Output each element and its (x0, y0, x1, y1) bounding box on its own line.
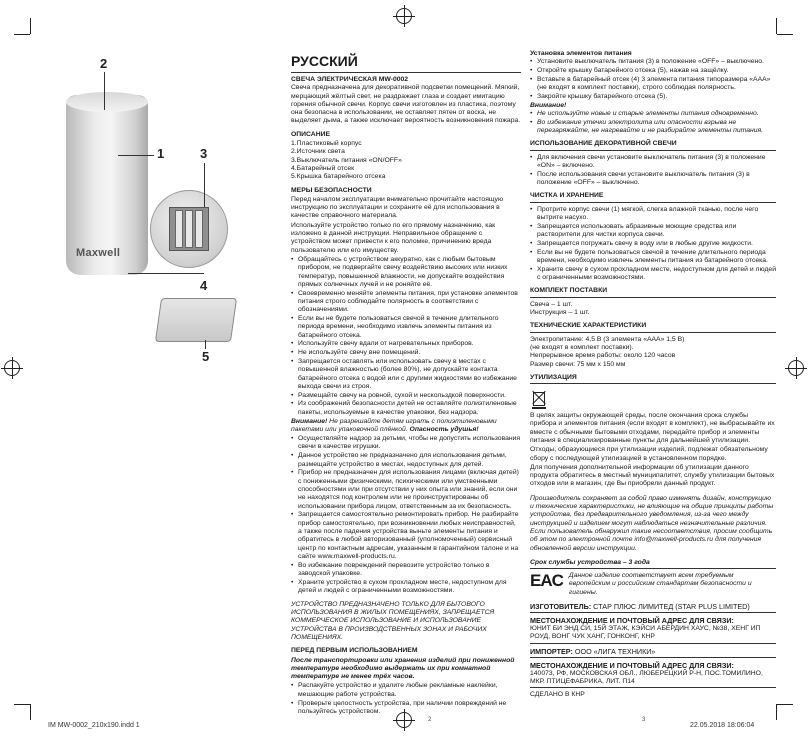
list-item: • Запрещается оставлять или использовать свечу в местах с повышенной влажностью (более 80%), не допускайте контакта батарейного отсека с водой или с другими жидкостями во избежание выхода свечи из строя. (291, 358, 521, 391)
callout-leader (128, 273, 204, 274)
list-item: • Запрещается погружать свечу в воду или в любые другие жидкости. (530, 240, 776, 248)
parts-list (291, 140, 521, 181)
first-use-note: После транспортировки или хранения изделий при пониженной температуре необходимо выдержать их при комнатной температуре не менее трёх часов. (291, 656, 515, 681)
list-item: • Во избежание утечки электролита или опасности взрыва не перезаряжайте, не нагревайте и не разбирайте элементы питания. (530, 119, 776, 136)
list-item: • После использования свечи установите выключатель питания (3) в положение «OFF» – выключено. (530, 171, 776, 188)
callout-4: 4 (200, 278, 208, 293)
battery-list (530, 58, 776, 101)
callout-3: 3 (200, 146, 208, 161)
spec-item: Непрерывное время работы: около 120 часов (530, 352, 676, 360)
callout-leader (204, 163, 205, 207)
callout-2: 2 (100, 56, 108, 71)
warning-danger: Опасность удушья! (409, 425, 479, 433)
use-list (530, 154, 776, 188)
list-item: • Своевременно меняйте элементы питания, при установке элементов питания строго соблюдайте полярность в соответствии с обозначениями. (291, 290, 521, 315)
list-item: • Протрите корпус свечи (1) мягкой, слегка влажной тканью, после чего вытрите насухо. (530, 206, 776, 223)
list-item: • Обращайтесь с устройством аккуратно, как с любым бытовым прибором, не подвергайте свечу воздействию высоких или низких температур, повышенной влажности, не допускайте воздействия прямых солнечных лучей и не роняйте её. (291, 256, 521, 289)
list-item: • Распакуйте устройство и удалите любые рекламные наклейки, мешающие работе устройства. (291, 682, 521, 699)
list-item: • Запрещается самостоятельно ремонтировать прибор. Не разбирайте прибор самостоятельно, при возникновении любых неисправностей, а также после падения устройства выньте элементы питания и обратитесь в любой авторизованный (уполномоченный) сервисный центр по контактным адресам, указанным в гарантийном талоне и на сайте www.maxwell-products.ru. (291, 511, 521, 561)
disposal-text: Отходы, образующиеся при утилизации изделий, подлежат обязательному сбору с последующей утилизацией в установленном порядке. (530, 446, 768, 462)
description-heading: ОПИСАНИЕ (291, 130, 331, 138)
brand-logo: Maxwell (76, 247, 121, 259)
parts-item: 1.Пластиковый корпус (291, 140, 362, 148)
crop-mark (777, 34, 793, 35)
list-item: • Установите выключатель питания (3) в положение «OFF» – выключено. (530, 58, 776, 66)
crop-mark (30, 704, 31, 720)
importer-label: ИМПОРТЕР: (530, 646, 573, 656)
list-item: • Проверьте целостность устройства, при наличии повреждений не пользуйтесь устройством. (291, 700, 521, 717)
crop-mark (776, 704, 777, 720)
spec-item: Электропитание: 4,5 В (3 элемента «AAA» 1,5 В) (530, 335, 685, 343)
importer-line (530, 647, 776, 656)
callout-5: 5 (202, 349, 210, 364)
print-timestamp: 22.05.2018 18:06:04 (690, 722, 755, 729)
warning-label: Внимание! (291, 417, 328, 425)
importer-value: ООО «ЛИГА ТЕХНИКИ» (572, 646, 656, 656)
kit-heading: КОМПЛЕКТ ПОСТАВКИ (530, 287, 608, 295)
divider (530, 657, 776, 658)
battery-cell-illustration (195, 210, 203, 248)
parts-item: 3.Выключатель питания «ON/OFF» (291, 156, 402, 164)
safety-list-2 (291, 435, 521, 595)
battery-cell-illustration (175, 210, 183, 248)
safety-heading: МЕРЫ БЕЗОПАСНОСТИ (291, 186, 372, 194)
list-item: • Не используйте свечу вне помещений. (291, 349, 521, 357)
list-item: • Во избежание повреждений перевозите устройство только в заводской упаковке. (291, 562, 521, 579)
list-item: • Запрещается использовать абразивные моющие средства или растворители для чистки корпуса свечи. (530, 223, 776, 240)
list-item: • Осуществляйте надзор за детьми, чтобы не допустить использования свечи в качестве игрушки. (291, 435, 521, 452)
eac-mark: EAC (530, 571, 563, 591)
certification-row (530, 572, 776, 597)
list-item: • Если вы не будете пользоваться свечой в течение длительного периода времени, необходимо извлечь элементы питания из батарейного отсека. (530, 249, 776, 266)
parts-item: 4.Батарейный отсек (291, 164, 355, 172)
page-3-column (530, 50, 776, 700)
language-title: РУССКИЙ (291, 53, 358, 69)
eac-text: Данное изделие соответствует всем требуемым европейским и российским стандартам безопасности и гигиены. (568, 572, 752, 596)
registration-mark (4, 360, 20, 376)
manufacturer-value: СТАР ПЛЮС ЛИМИТЕД (STAR PLUS LIMITED) (591, 602, 750, 612)
battery-heading: Установка элементов питания (530, 50, 632, 57)
first-use-heading: ПЕРЕД ПЕРВЫМ ИСПОЛЬЗОВАНИЕМ (291, 647, 418, 655)
product-description: Свеча предназначена для декоративной подсветки помещений. Мягкий, мерцающий жёлтый свет, не раздражает глаза и создает имитацию горения обычной свечи. Корпус свечи изготовлен из пластика, поэтому она безопасна в использовании, не оставляет пятен от воска, не выделяет дыма, а также исключает вероятность возникновения пожара. (291, 84, 521, 125)
disposal-heading: УТИЛИЗАЦИЯ (530, 373, 577, 381)
callout-leader (205, 340, 206, 349)
importer-address: 140073, РФ, МОСКОВСКАЯ ОБЛ., ЛЮБЕРЕЦКИЙ Р-Н, ПОС.ТОМИЛИНО, МКР. ПТИЦЕФАБРИКА, ЛИТ. П14 (530, 669, 763, 685)
file-slug: IM MW-0002_210x190.indd 1 (48, 722, 140, 729)
crossed-bin-icon (530, 387, 548, 409)
callout-1: 1 (157, 146, 165, 161)
page-number: 3 (642, 717, 646, 723)
battery-warning-label: Внимание! (530, 101, 567, 109)
crop-mark (14, 704, 30, 705)
divider (530, 687, 776, 688)
list-item: • Если вы не будете пользоваться свечой в течение длительного периода времени, необходимо извлечь элементы питания из батарейного отсека. (291, 315, 521, 340)
list-item: • Храните устройство в сухом прохладном месте, недоступном для детей и людей с ограниченными возможностями. (291, 579, 521, 596)
crop-mark (777, 704, 793, 705)
list-item: • Откройте крышку батарейного отсека (5), нажав на защёлку. (530, 67, 776, 75)
list-item: • Используйте свечу вдали от нагревательных приборов. (291, 340, 521, 348)
clean-heading: ЧИСТКА И ХРАНЕНИЕ (530, 192, 604, 200)
divider (530, 568, 776, 569)
divider (530, 202, 776, 203)
disposal-text: В целях защиты окружающей среды, после окончания срока службы прибора и элементов питания (если входят в комплект), не выбрасывайте их вместе с обычными бытовыми отходами, передайте прибор и элементы питания в специализированные пункты для дальнейшей утилизации. (530, 412, 775, 444)
manufacturer-note: Производитель сохраняет за собой право изменять дизайн, конструкцию и технические характеристики, не влияющие на общие принципы работы устройства, без предварительного уведомления, из-за чего между инструкцией и изделием могут наблюдаться незначительные различия. Если пользователь обнаружил такие несоответствия, просим сообщить об этом по электронной почте info@maxwell-products.ru для получения обновленной версии инструкции. (530, 494, 774, 552)
service-life: Срок службы устройства – 3 года (530, 558, 650, 566)
callout-leader (104, 72, 105, 110)
kit-item: Инструкция – 1 шт. (530, 309, 590, 317)
safety-intro-2: Используйте устройство только по его прямому назначению, как изложено в данной инструкции. Неправильное обращение с устройством может привести к его поломке, причинению вреда пользователю или его имуществу. (291, 221, 496, 254)
clean-list (530, 206, 776, 283)
crop-mark (776, 18, 777, 34)
divider (530, 297, 776, 298)
list-item: • Из соображений безопасности детей не оставляйте полиэтиленовые пакеты, используемые в качестве упаковки, без надзора. (291, 400, 521, 417)
manufacturer-line (530, 602, 776, 611)
list-item: • Данное устройство не предназначено для использования детьми, размещайте устройство в местах, недоступных для детей. (291, 452, 521, 469)
parts-item: 2.Источник света (291, 148, 345, 156)
divider (530, 643, 776, 644)
list-item: • Размещайте свечу на ровной, сухой и нескольздкой поверхности. (291, 392, 521, 400)
battery-warning-list (530, 110, 776, 135)
list-item: • Закройте крышку батарейного отсека (5). (530, 93, 776, 101)
battery-lid-illustration (155, 298, 237, 342)
warning-paragraph (291, 418, 521, 435)
callout-leader (118, 155, 154, 156)
safety-intro: Перед началом эксплуатации внимательно прочитайте настоящую инструкцию по эксплуатации и сохраните её для использования в качестве справочного материала. (291, 195, 504, 220)
crop-mark (14, 34, 30, 35)
list-item: • Не используйте новые и старые элементы питания одновременно. (530, 110, 776, 118)
registration-mark (396, 8, 412, 24)
divider (530, 150, 776, 151)
kit-item: Свеча – 1 шт. (530, 300, 573, 308)
crop-mark (30, 18, 31, 34)
candle-top-illustration (66, 92, 148, 112)
spec-heading: ТЕХНИЧЕСКИЕ ХАРАКТЕРИСТИКИ (530, 322, 647, 330)
warning-text: Не разрешайте детям играть с полиэтиленовыми пакетами или упаковочной плёнкой. (291, 417, 497, 433)
safety-list (291, 256, 521, 417)
list-item: • Вставьте в батарейный отсек (4) 3 элемента питания типоразмера «AAA» (не входят в комплект поставки), строго соблюдая полярность. (530, 76, 776, 93)
battery-cell-illustration (185, 210, 193, 248)
page-2-column (291, 52, 521, 717)
registration-mark (788, 360, 804, 376)
divider (530, 383, 776, 384)
household-note: УСТРОЙСТВО ПРЕДНАЗНАЧЕНО ТОЛЬКО ДЛЯ БЫТОВОГО ИСПОЛЬЗОВАНИЯ В ЖИЛЫХ ПОМЕЩЕНИЯХ, ЗАПРЕЩАЕТСЯ КОММЕРЧЕСКОЕ ИСПОЛЬЗОВАНИЕ И ИСПОЛЬЗОВАНИЕ УСТРОЙСТВА В ПРОИЗВОДСТВЕННЫХ ЗОНАХ И РАБОЧИХ ПОМЕЩЕНИЯХ. (291, 600, 495, 641)
list-item: • Храните свечу в сухом прохладном месте, недоступном для детей и людей с ограниченными возможностями. (530, 266, 776, 283)
manufacturer-label: ИЗГОТОВИТЕЛЬ: (530, 602, 592, 612)
divider (530, 612, 776, 613)
importer-address-label: МЕСТОНАХОЖДЕНИЕ И ПОЧТОВЫЙ АДРЕС ДЛЯ СВЯЗИ: (530, 660, 734, 670)
product-heading: СВЕЧА ЭЛЕКТРИЧЕСКАЯ MW-0002 (291, 76, 409, 83)
parts-item: 5.Крышка батарейного отсека (291, 173, 386, 181)
list-item: • Для включения свечи установите выключатель питания (3) в положение «ON» – включено. (530, 154, 776, 171)
divider (291, 72, 521, 73)
spec-item: (не входят в комплект поставки). (530, 343, 634, 351)
divider (530, 332, 776, 333)
made-in: СДЕЛАНО В КНР (530, 691, 585, 699)
first-use-list (291, 682, 521, 716)
list-item: • Прибор не предназначен для использования лицами (включая детей) с пониженными физическими, психическими или умственными способностями или при отсутствии у них опыта или знаний, если они не находятся под контролем или не проинструктированы об использовании прибора лицом, ответственным за их безопасность. (291, 469, 521, 510)
use-heading: ИСПОЛЬЗОВАНИЕ ДЕКОРАТИВНОЙ СВЕЧИ (530, 140, 677, 148)
manufacturer-address: ЮНИТ БИ ЭНД СИ, 15Й ЭТАЖ, КЭЙСИ АБЕРДИН ХАУС, №38, ХЕНГ ИП РОУД, ВОНГ ЧУК ХАНГ, ГОНКОНГ, КНР (530, 625, 761, 641)
disposal-text: Для получения дополнительной информации об утилизации данного продукта обратитесь в местный муниципалитет, службу утилизации бытовых отходов или в магазин, где Вы приобрели данный продукт. (530, 463, 775, 488)
spec-item: Размер свечи: 75 мм х 150 мм (530, 360, 626, 368)
manufacturer-address-label: МЕСТОНАХОЖДЕНИЕ И ПОЧТОВЫЙ АДРЕС ДЛЯ СВЯЗИ: (530, 616, 734, 626)
page-number: 2 (428, 717, 432, 723)
